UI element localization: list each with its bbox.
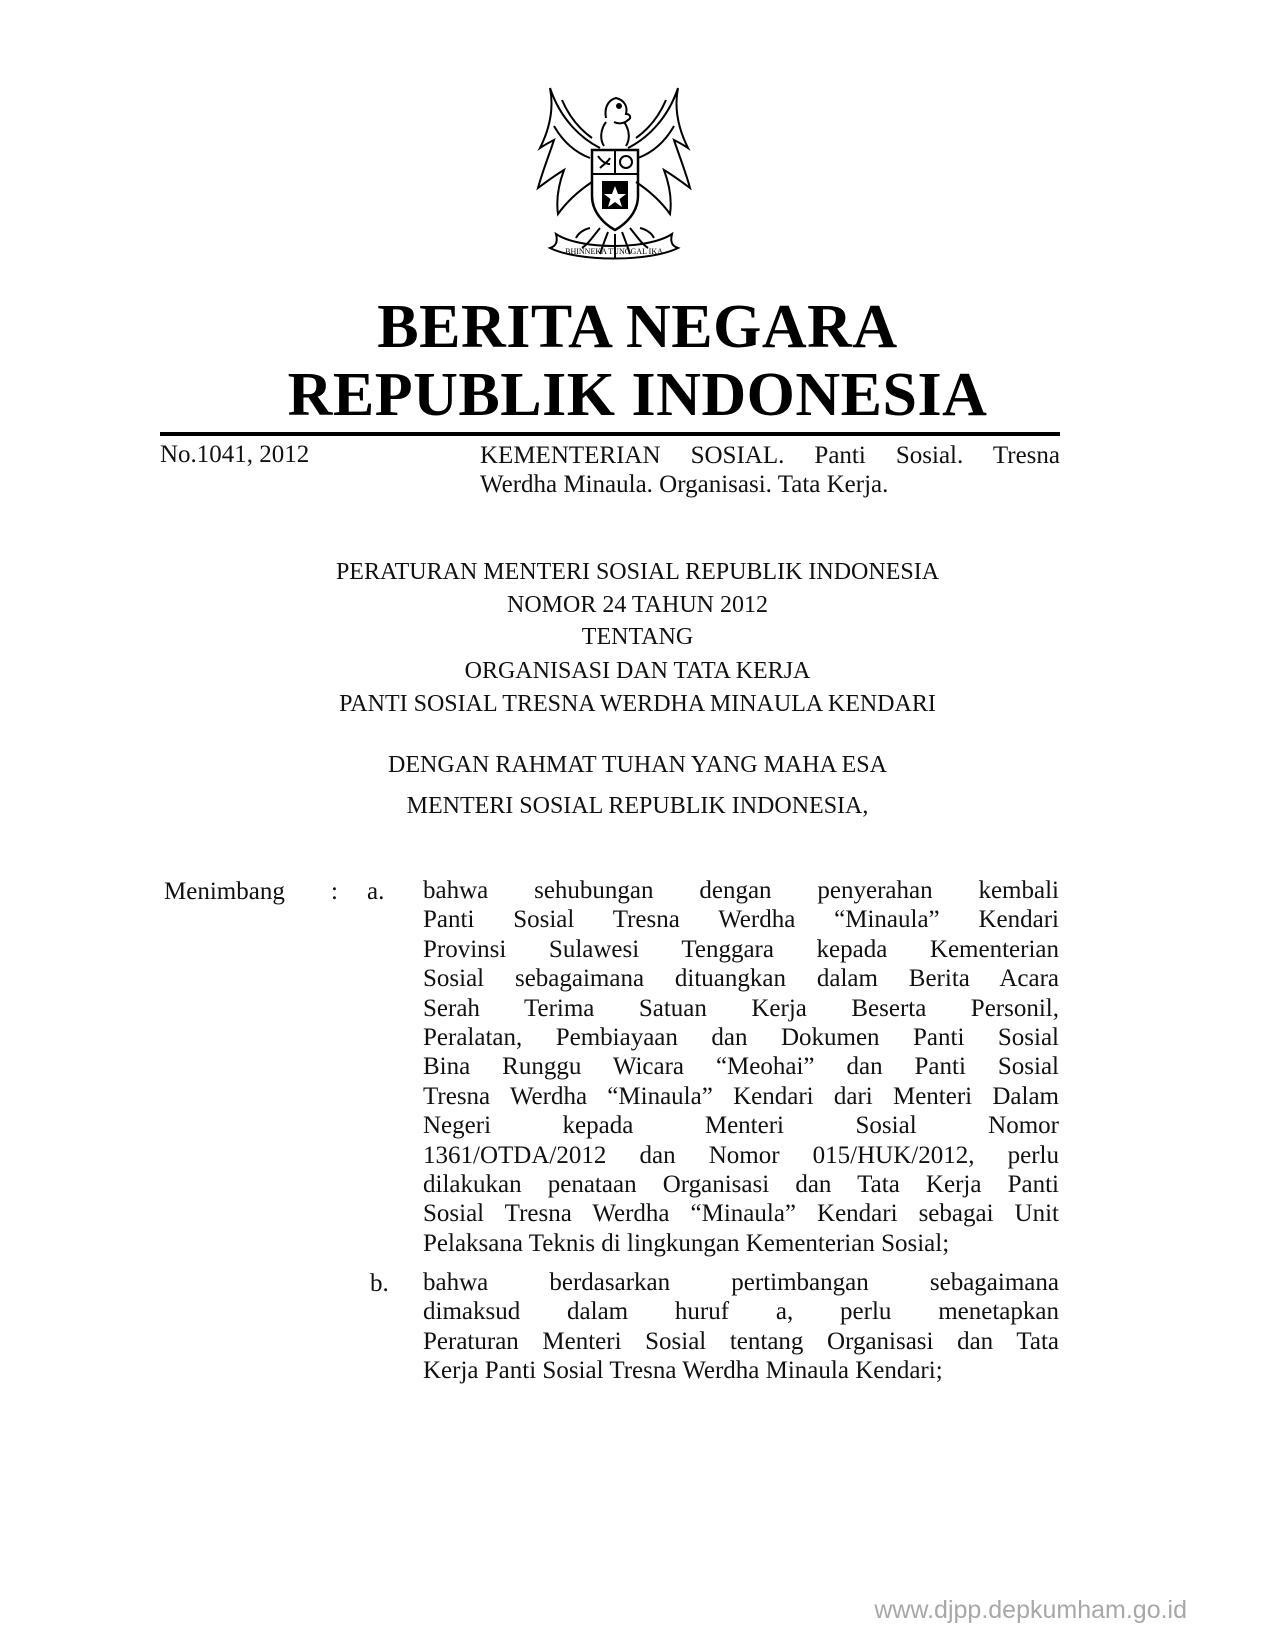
consideration-line: Tresna Werdha “Minaula” Kendari dari Menteri Dalam: [423, 1082, 1059, 1110]
regulation-number: NOMOR 24 TAHUN 2012: [507, 592, 768, 618]
masthead-divider: [160, 432, 1060, 436]
masthead-title-line2: REPUBLIK INDONESIA: [287, 361, 988, 429]
item-marker-a: a.: [367, 878, 385, 905]
consideration-line: Negeri kepada Menteri Sosial Nomor: [423, 1112, 1059, 1140]
masthead-title-line1: BERITA NEGARA: [377, 293, 898, 361]
consideration-line: Sosial Tresna Werdha “Minaula” Kendari sebagai Unit: [423, 1200, 1059, 1228]
consideration-line: Sosial sebagaimana dituangkan dalam Berita Acara: [423, 965, 1059, 993]
consideration-line: Peraturan Menteri Sosial tentang Organisasi dan Tata: [423, 1327, 1059, 1355]
svg-text:BHINNEKA TUNGGAL IKA: BHINNEKA TUNGGAL IKA: [565, 247, 663, 256]
consideration-line: bahwa berdasarkan pertimbangan sebagaimana: [423, 1269, 1059, 1296]
preamble-line1: DENGAN RAHMAT TUHAN YANG MAHA ESA: [388, 752, 887, 778]
menimbang-label: Menimbang: [164, 878, 285, 905]
consideration-line: Panti Sosial Tresna Werdha “Minaula” Kendari: [423, 906, 1059, 934]
consideration-line: Pelaksana Teknis di lingkungan Kementerian Sosial;: [423, 1229, 950, 1257]
consideration-line: Provinsi Sulawesi Tenggara kepada Kementerian: [423, 935, 1059, 963]
consideration-a: [423, 876, 1059, 1258]
consideration-line: dimaksud dalam huruf a, perlu menetapkan: [423, 1298, 1059, 1326]
consideration-line: Serah Terima Satuan Kerja Beserta Personil,: [423, 994, 1059, 1022]
regulation-subject-line2: PANTI SOSIAL TRESNA WERDHA MINAULA KENDARI: [339, 691, 936, 717]
subject-line: KEMENTERIAN SOSIAL. Panti Sosial. Tresna: [480, 442, 1060, 469]
regulation-subject-line1: ORGANISASI DAN TATA KERJA: [464, 658, 811, 684]
regulation-tentang: TENTANG: [581, 624, 694, 650]
consideration-b: [423, 1268, 1059, 1386]
subject-keywords: [480, 441, 1060, 499]
consideration-line: Bina Runggu Wicara “Meohai” dan Panti Sosial: [423, 1053, 1059, 1081]
menimbang-colon: :: [331, 878, 338, 905]
consideration-line: Kerja Panti Sosial Tresna Werdha Minaula Kendari;: [423, 1357, 943, 1385]
consideration-line: Peralatan, Pembiayaan dan Dokumen Panti Sosial: [423, 1024, 1059, 1052]
item-marker-b: b.: [370, 1270, 389, 1297]
consideration-line: 1361/OTDA/2012 dan Nomor 015/HUK/2012, perlu: [423, 1141, 1059, 1169]
garuda-emblem-icon: [520, 78, 708, 274]
consideration-line: bahwa sehubungan dengan penyerahan kembali: [423, 877, 1059, 904]
footer-url-link[interactable]: www.djpp.depkumham.go.id: [874, 1596, 1187, 1624]
consideration-line: dilakukan penataan Organisasi dan Tata Kerja Panti: [423, 1171, 1059, 1199]
preamble-line2: MENTERI SOSIAL REPUBLIK INDONESIA,: [406, 793, 869, 819]
issue-number: No.1041, 2012: [160, 441, 310, 468]
subject-line: Werdha Minaula. Organisasi. Tata Kerja.: [480, 471, 889, 498]
regulation-title: PERATURAN MENTERI SOSIAL REPUBLIK INDONESIA: [335, 559, 940, 585]
